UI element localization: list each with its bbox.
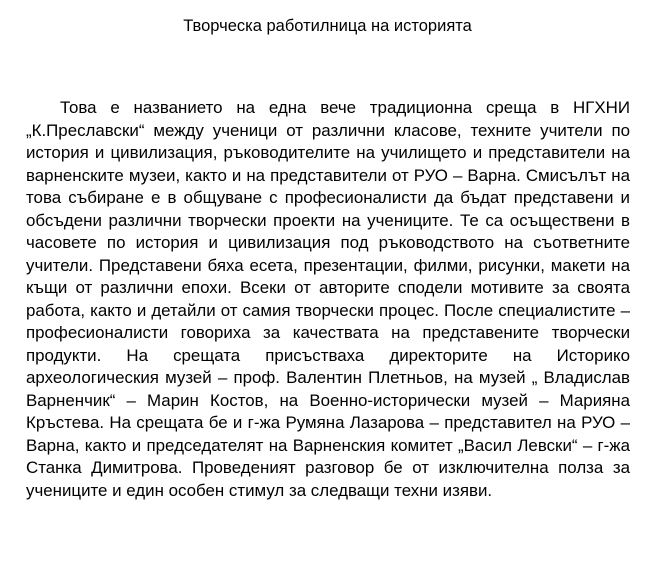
document-paragraph: Това е названието на една вече традиционна среща в НГХНИ „К.Преславски“ между ученици от различни класове, техните учители по история и цивилизация, ръководителите на училището и представители на варненските музеи, както и на представители от РУО – Варна. Смисълът на това събиране е в общуване с професионалисти да бъдат представени и обсъдени различни творчески проекти на учениците. Те са осъществени в часовете по история и цивилизация под ръководството на съответните учители. Представени бяха есета, презентации, филми, рисунки, макети на къщи от различни епохи. Всеки от авторите сподели мотивите за своята работа, както и детайли от самия творчески процес. После специалистите – професионалисти говориха за качествата на представените творчески продукти. На срещата присъстваха директорите на Историко археологическия музей – проф. Валентин Плетньов, на музей „ Владислав Варненчик“ – Марин Костов, на Военно-исторически музей – Марияна Кръстева. На срещата бе и г-жа Румяна Лазарова – представител на РУО – Варна, както и председателят на Варненския комитет „Васил Левски“ – г-жа Станка Димитрова. Проведеният разговор бе от изключителна полза за учениците и един особен стимул за следващи техни изяви.	[26, 98, 630, 500]
document-title: Творческа работилница на историята	[183, 17, 472, 35]
